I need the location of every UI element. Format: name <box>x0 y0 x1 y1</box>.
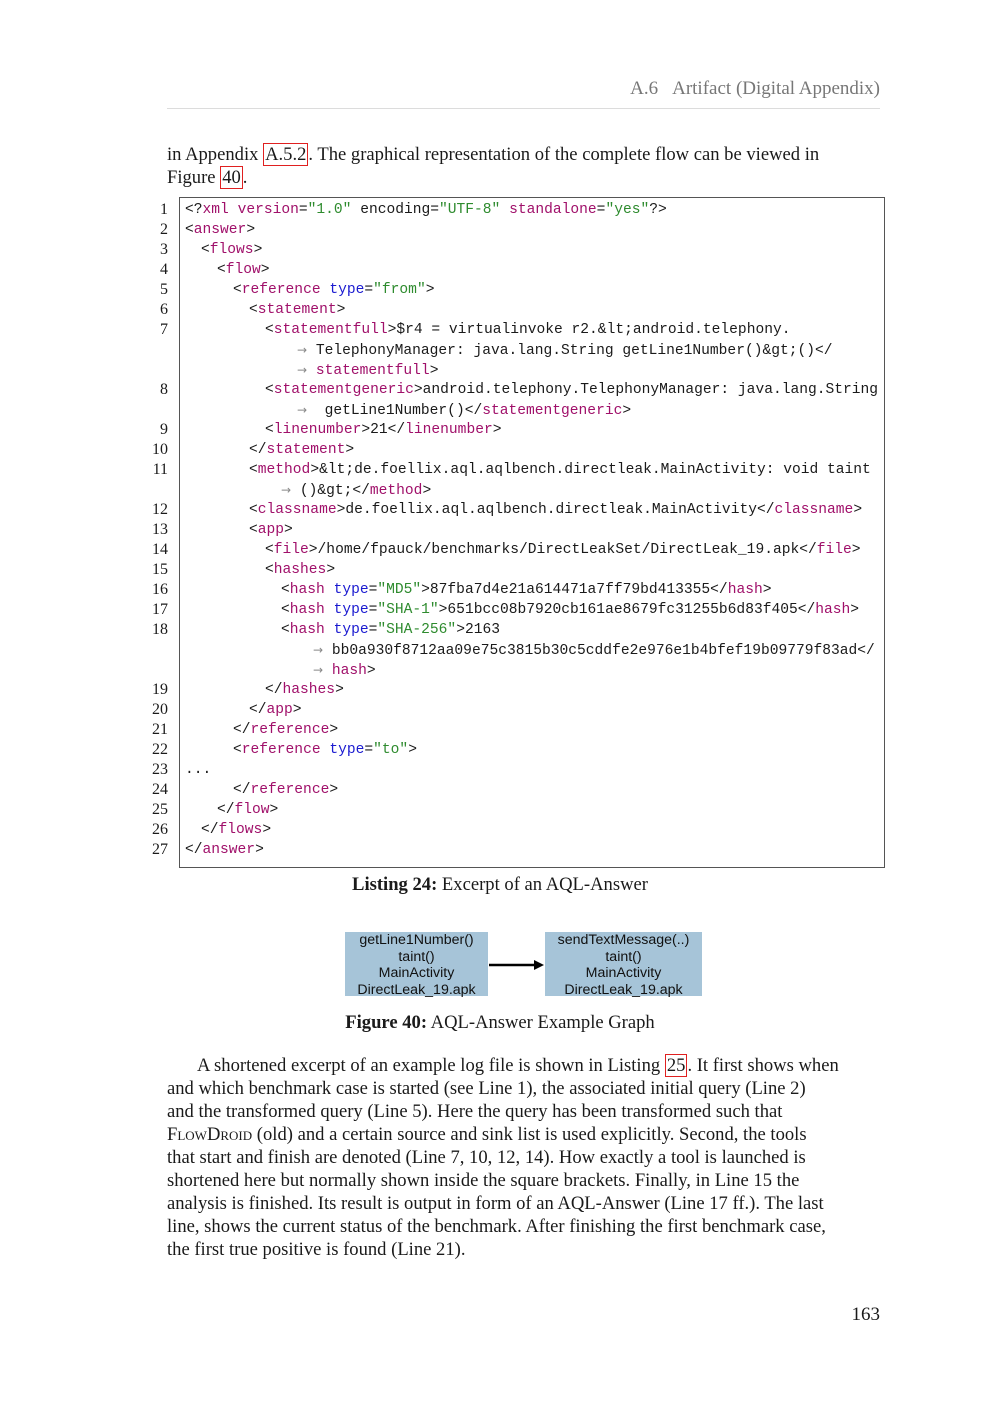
body-line: the first true positive is found (Line 21). <box>167 1239 466 1260</box>
line-number: 12 <box>152 501 168 518</box>
listing-ref-link[interactable]: 25 <box>666 1055 686 1076</box>
code-line: </hashes> <box>265 682 344 698</box>
body-line <box>167 1123 880 1146</box>
code-line: <statementfull>$r4 = virtualinvoke r2.&lt;android.telephony. <box>265 322 791 338</box>
code-line: <method>&lt;de.foellix.aql.aqlbench.directleak.MainActivity: void taint <box>249 462 871 478</box>
code-line: </flows> <box>201 822 272 838</box>
code-line: ... <box>185 762 212 778</box>
graph-edge-arrow <box>488 955 546 975</box>
node-label: DirectLeak_19.apk <box>357 981 476 998</box>
line-number: 1 <box>160 201 168 218</box>
code-line: </app> <box>249 702 302 718</box>
line-number: 10 <box>152 441 168 458</box>
tool-name: FlowDroid <box>167 1124 253 1145</box>
line-number: 5 <box>160 281 168 298</box>
line-number: 23 <box>152 761 168 778</box>
intro-text: Figure <box>167 167 221 188</box>
code-line: <statement> <box>249 302 346 318</box>
code-line: </reference> <box>233 722 339 738</box>
intro-paragraph <box>167 143 880 189</box>
node-label: MainActivity <box>378 965 455 981</box>
line-number: 24 <box>152 781 168 798</box>
line-number: 2 <box>160 221 168 238</box>
line-number: 3 <box>160 241 168 258</box>
code-line: </statement> <box>249 442 355 458</box>
line-number: 20 <box>152 701 168 718</box>
code-line: → statementfull> <box>297 363 439 379</box>
body-line: that start and finish are denoted (Line 7, 10, 12, 14). How exactly a tool is launched is <box>167 1147 806 1168</box>
body-line <box>167 1054 880 1077</box>
line-number: 15 <box>152 561 168 578</box>
line-number: 6 <box>160 301 168 318</box>
line-number: 4 <box>160 261 168 278</box>
line-number: 16 <box>152 581 168 598</box>
code-line: <reference type="to"> <box>233 742 417 758</box>
line-number: 9 <box>160 421 168 438</box>
intro-line-1 <box>167 143 880 166</box>
line-number: 14 <box>152 541 168 558</box>
node-label: taint() <box>605 948 642 965</box>
body-line: and the transformed query (Line 5). Here the query has been transformed such that <box>167 1101 783 1122</box>
line-number: 19 <box>152 681 168 698</box>
line-number: 22 <box>152 741 168 758</box>
intro-text: . The graphical representation of the complete flow can be viewed in <box>308 144 820 165</box>
body-text: A shortened excerpt of an example log file is shown in Listing <box>197 1055 665 1076</box>
running-header <box>167 78 880 109</box>
intro-line-2 <box>167 166 880 189</box>
line-number: 21 <box>152 721 168 738</box>
caption-text: Excerpt of an AQL-Answer <box>437 874 648 895</box>
node-label: getLine1Number() <box>359 932 474 948</box>
line-number: 11 <box>152 461 168 478</box>
line-number: 7 <box>160 321 168 338</box>
line-number: 13 <box>152 521 168 538</box>
code-line: <statementgeneric>android.telephony.TelephonyManager: java.lang.String <box>265 382 879 398</box>
code-line: → getLine1Number()</statementgeneric> <box>297 403 632 419</box>
caption-text: AQL-Answer Example Graph <box>427 1012 655 1033</box>
body-paragraph <box>167 1054 880 1261</box>
code-line: <hash type="MD5">87fba7d4e21a614471a7ff79bd413355</hash> <box>281 582 772 598</box>
body-line: shortened here but normally shown inside the square brackets. Finally, in Line 15 the <box>167 1170 800 1191</box>
figure-caption <box>0 1012 1000 1034</box>
code-line: <classname>de.foellix.aql.aqlbench.directleak.MainActivity</classname> <box>249 502 863 518</box>
body-line: analysis is finished. Its result is output in form of an AQL-Answer (Line 17 ff.). The last <box>167 1193 824 1214</box>
code-line: </flow> <box>217 802 279 818</box>
code-line: <app> <box>249 522 293 538</box>
graph-node-source <box>345 932 488 996</box>
code-line: <hashes> <box>265 562 336 578</box>
code-line: → hash> <box>313 663 376 679</box>
code-line: <file>/home/fpauck/benchmarks/DirectLeakSet/DirectLeak_19.apk</file> <box>265 542 861 558</box>
line-number: 26 <box>152 821 168 838</box>
code-line: <hash type="SHA-1">651bcc08b7920cb161ae8679fc31255b6d83f405</hash> <box>281 602 860 618</box>
code-line: <linenumber>21</linenumber> <box>265 422 502 438</box>
caption-label: Listing 24: <box>352 874 438 895</box>
listing-caption <box>0 874 1000 896</box>
code-line: <hash type="SHA-256">2163 <box>281 622 500 638</box>
code-line: <flows> <box>201 242 263 258</box>
code-line: → ()&gt;</method> <box>281 483 432 499</box>
graph-node-sink <box>545 932 702 996</box>
code-line: → bb0a930f8712aa09e75c3815b30c5cddfe2e976e1b4bfef19b09779f83ad</ <box>313 643 875 659</box>
code-line: <?xml version="1.0" encoding="UTF-8" standalone="yes"?> <box>185 202 667 218</box>
intro-text: . <box>242 167 248 188</box>
section-number: A.6 <box>630 78 659 99</box>
node-label: sendTextMessage(..) <box>557 932 690 948</box>
section-title: Artifact (Digital Appendix) <box>672 78 880 99</box>
intro-text: in Appendix <box>167 144 264 165</box>
code-line: </answer> <box>185 842 264 858</box>
code-line: </reference> <box>233 782 339 798</box>
line-number: 17 <box>152 601 168 618</box>
node-label: taint() <box>398 948 435 965</box>
page-number: 163 <box>851 1304 880 1325</box>
line-number: 27 <box>152 841 168 858</box>
node-label: MainActivity <box>585 965 662 981</box>
line-number: 8 <box>160 381 168 398</box>
body-line: and which benchmark case is started (see Line 1), the associated initial query (Line 2) <box>167 1078 806 1099</box>
code-line: <answer> <box>185 222 256 238</box>
appendix-ref-link[interactable]: A.5.2 <box>265 144 307 165</box>
code-line: <flow> <box>217 262 270 278</box>
line-number: 25 <box>152 801 168 818</box>
body-text: (old) and a certain source and sink list is used explicitly. Second, the tools <box>252 1124 807 1145</box>
line-number: 18 <box>152 621 168 638</box>
node-label: DirectLeak_19.apk <box>564 981 683 998</box>
figure-ref-link[interactable]: 40 <box>222 167 241 188</box>
body-text: . It first shows when <box>687 1055 839 1076</box>
caption-label: Figure 40: <box>345 1012 428 1033</box>
body-line: line, shows the current status of the benchmark. After finishing the first benchmark case, <box>167 1216 826 1237</box>
code-line: → TelephonyManager: java.lang.String getLine1Number()&gt;()</ <box>297 343 833 359</box>
code-line: <reference type="from"> <box>233 282 435 298</box>
